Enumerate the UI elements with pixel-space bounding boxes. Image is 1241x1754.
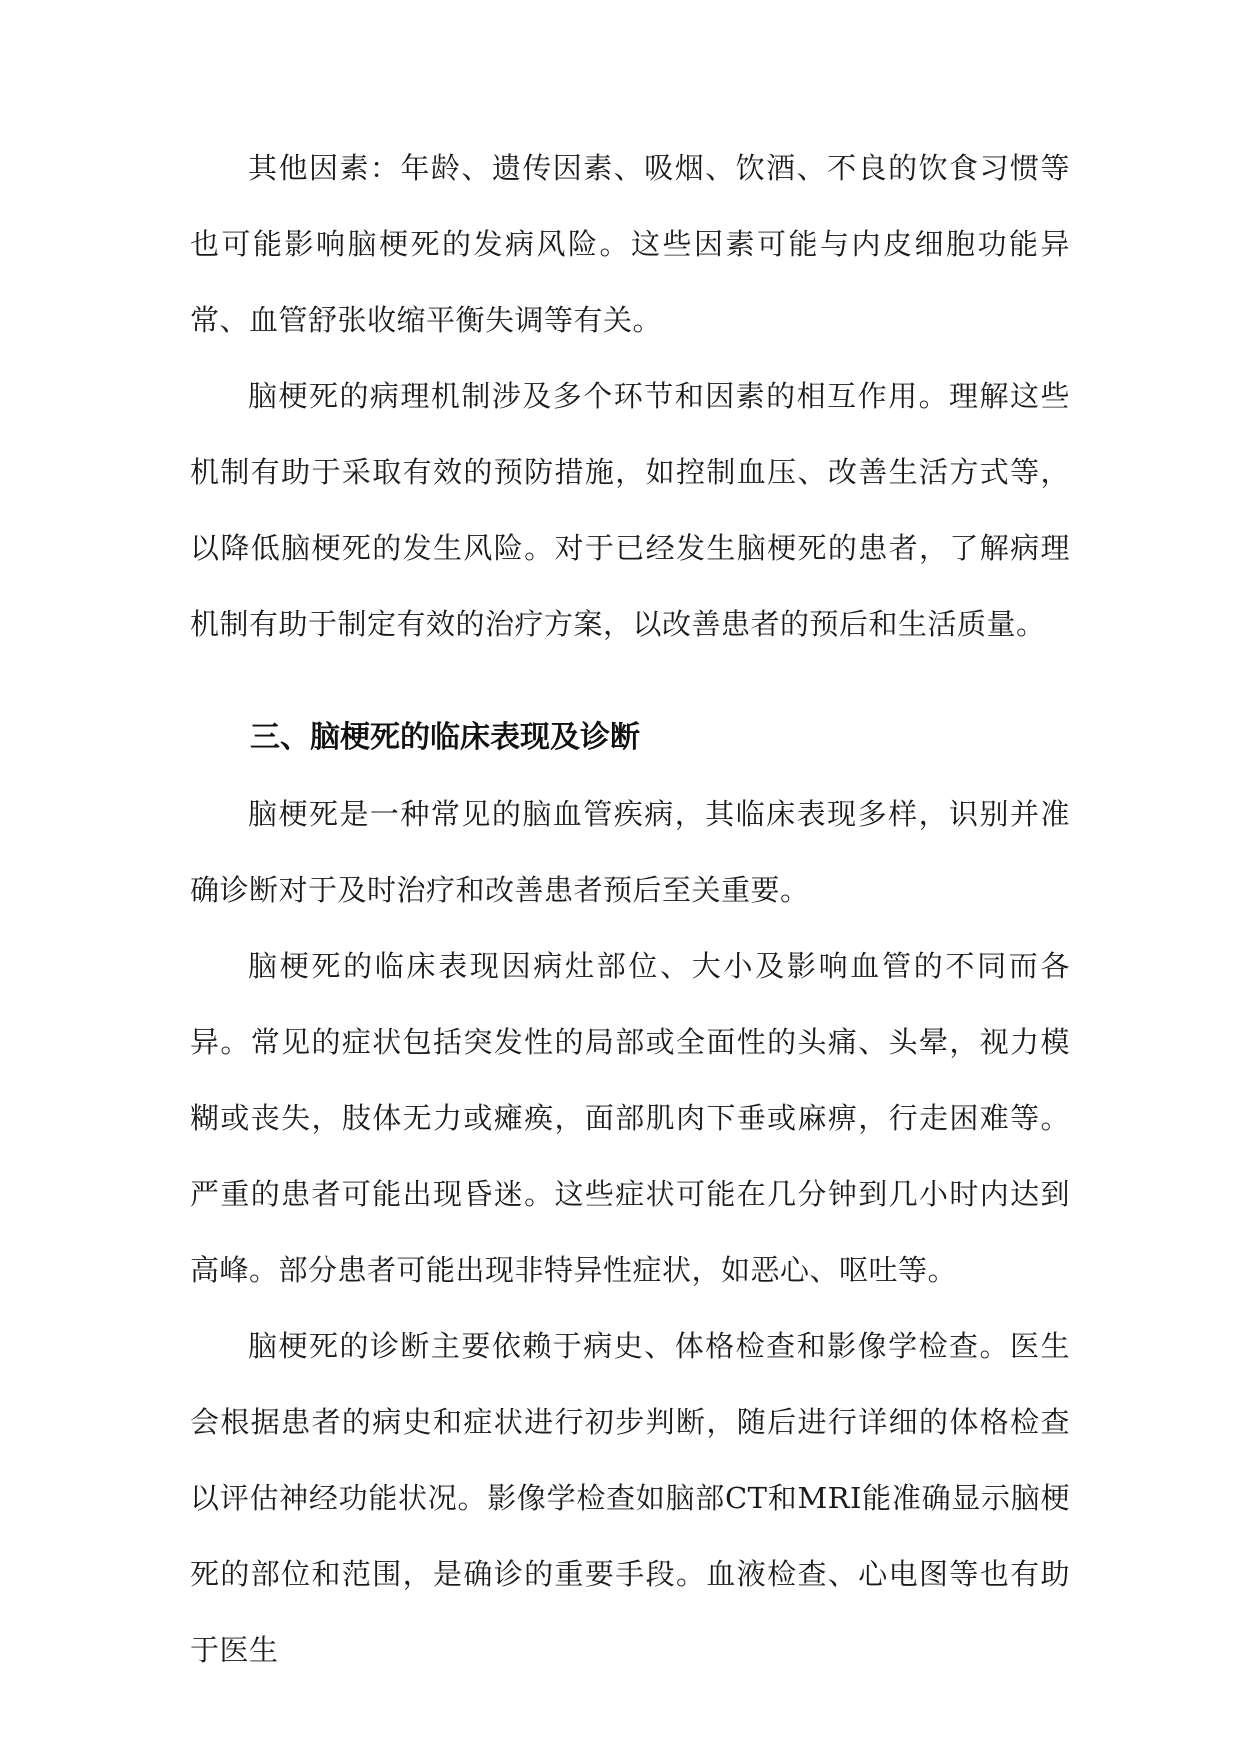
paragraph-diagnosis: 脑梗死的诊断主要依赖于病史、体格检查和影像学检查。医生会根据患者的病史和症状进行初步判断，随后进行详细的体格检查以评估神经功能状况。影像学检查如脑部CT和MRI能准确显示脑梗死的部位和范围，是确诊的重要手段。血液检查、心电图等也有助于医生 — [190, 1329, 1070, 1667]
body-text-bottom — [190, 776, 1070, 1688]
paragraph-pathology-mechanism: 脑梗死的病理机制涉及多个环节和因素的相互作用。理解这些机制有助于采取有效的预防措施，如控制血压、改善生活方式等，以降低脑梗死的发生风险。对于已经发生脑梗死的患者，了解病理机制有助于制定有效的治疗方案，以改善患者的预后和生活质量。 — [190, 379, 1070, 641]
body-text-top — [190, 130, 1070, 662]
paragraph-other-factors: 其他因素：年龄、遗传因素、吸烟、饮酒、不良的饮食习惯等也可能影响脑梗死的发病风险。这些因素可能与内皮细胞功能异常、血管舒张收缩平衡失调等有关。 — [190, 151, 1070, 337]
section-heading: 三、脑梗死的临床表现及诊断 — [250, 720, 640, 755]
paragraph-intro: 脑梗死是一种常见的脑血管疾病，其临床表现多样，识别并准确诊断对于及时治疗和改善患者预后至关重要。 — [190, 797, 1070, 907]
paragraph-clinical-manifestations: 脑梗死的临床表现因病灶部位、大小及影响血管的不同而各异。常见的症状包括突发性的局部或全面性的头痛、头晕，视力模糊或丧失，肢体无力或瘫痪，面部肌肉下垂或麻痹，行走困难等。严重的患者可能出现昏迷。这些症状可能在几分钟到几小时内达到高峰。部分患者可能出现非特异性症状，如恶心、呕吐等。 — [190, 949, 1070, 1287]
